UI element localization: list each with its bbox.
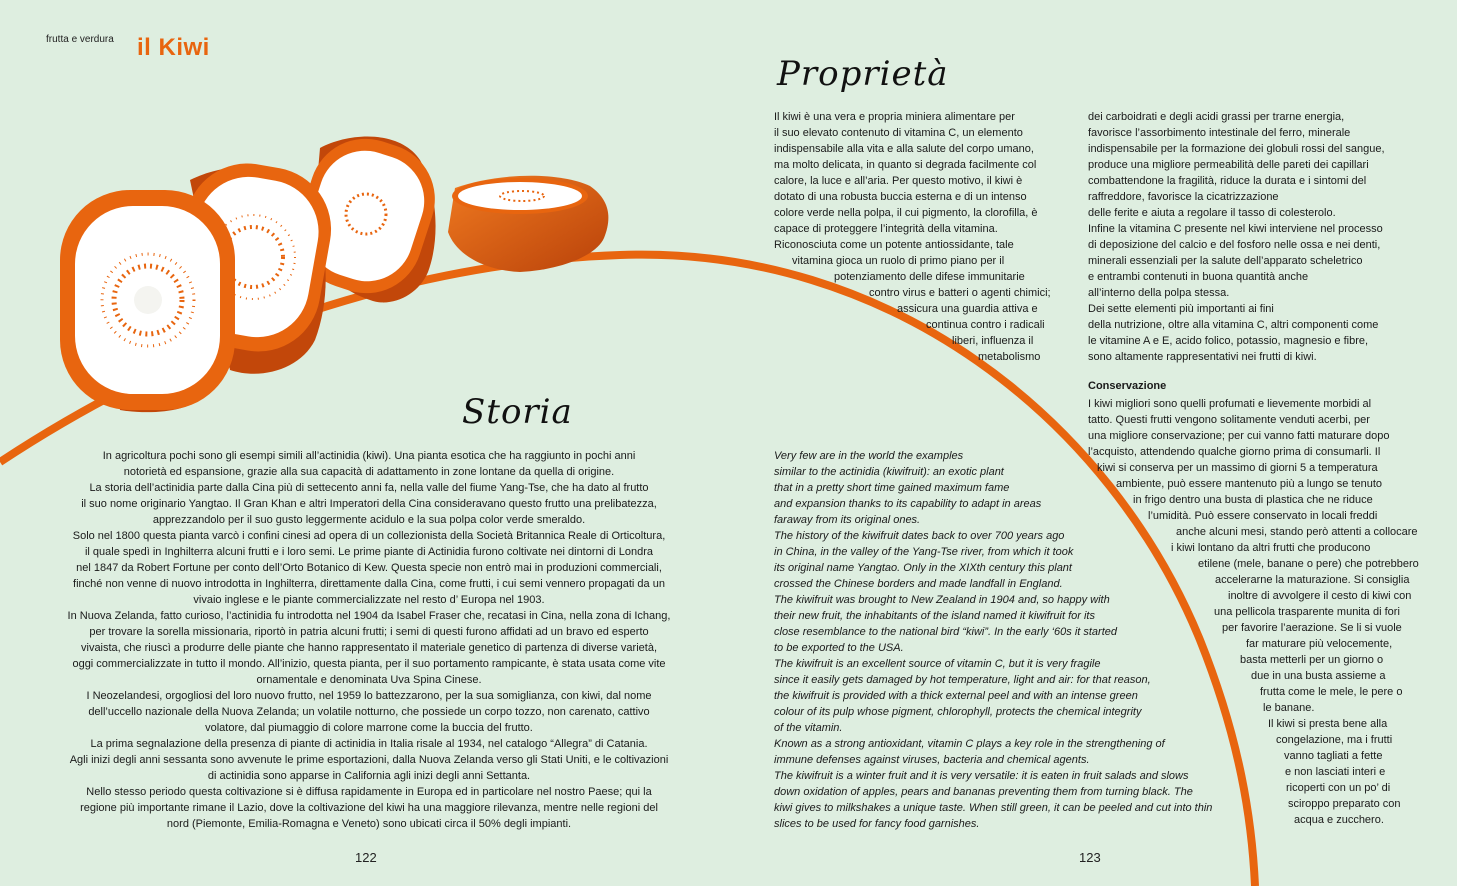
text-line: notorietà ed espansione, grazie alla sua capacità di adattamento in zone lontane da quella di origine. (123, 466, 615, 478)
page-title: il Kiwi (137, 34, 210, 61)
text-line: crossed the Chinese borders and made landfall in England. (774, 578, 1063, 590)
text-line: dei carboidrati e degli acidi grassi per trarne energia, (1088, 111, 1345, 123)
text-line: and expansion thanks to its capability to adapt in areas (774, 498, 1042, 510)
text-line: volatore, dal piumaggio di colore marrone come la buccia del frutto. (205, 722, 533, 734)
text-line: produce una migliore permeabilità delle pareti dei capillari (1088, 159, 1369, 171)
text-line: una pellicola trasparente munita di fori (1214, 606, 1400, 618)
text-line: basta metterli per un giorno o (1240, 654, 1384, 666)
text-line: Solo nel 1800 questa pianta varcò i confini cinesi ad opera di un collezionista della Società Britannica Reale di Orticoltura, (72, 530, 666, 542)
text-line: due in una busta assieme a (1251, 670, 1386, 682)
text-line: slices to be used for fancy food garnishes. (774, 818, 980, 830)
text-line: ambiente, può essere mantenuto più a lungo se tenuto (1116, 478, 1383, 490)
text-line: le banane. (1263, 702, 1315, 714)
text-line: The kiwifruit is an excellent source of vitamin C, but it is very fragile (774, 658, 1101, 670)
text-line: l’acquisto, attendendo qualche giorno prima di consumarli. Il (1088, 446, 1381, 458)
text-line: vivaista, che riuscì a produrre delle piante che hanno rappresentato il materiale genetico di partenza di diverse varietà, (81, 642, 657, 654)
text-line: kiwi gives to milkshakes a unique taste. When still green, it can be peeled and cut into thin (774, 802, 1213, 814)
text-line: In Nuova Zelanda, fatto curioso, l’actinidia fu introdotta nel 1904 da Isabel Fraser che, recatasi in Cina, nella zona di Ichang, (67, 610, 671, 622)
text-line: nel 1847 da Robert Fortune per conto dell’Orto Botanico di Kew. Questa specie non entrò mai in produzioni commerciali, (76, 562, 662, 574)
text-line: minerali essenziali per la salute dell’apparato scheletrico (1088, 255, 1363, 267)
text-line: faraway from its original ones. (774, 514, 921, 526)
text-line: The kiwifruit was brought to New Zealand in 1904 and, so happy with (774, 594, 1110, 606)
text-line: frutta come le mele, le pere o (1260, 686, 1403, 698)
page-number-left: 122 (355, 850, 377, 865)
text-line: vivaio inglese e le piante commercializzate nel resto d’ Europa nel 1903. (193, 594, 545, 606)
text-line: Very few are in the world the examples (774, 450, 964, 462)
text-line: down oxidation of apples, pears and bananas preventing them from turning black. The (774, 786, 1193, 798)
text-line: indispensabile per la formazione dei globuli rossi del sangue, (1088, 143, 1385, 155)
text-line: potenziamento delle difese immunitarie (834, 271, 1025, 283)
text-line: In agricoltura pochi sono gli esempi simili all’actinidia (kiwi). Una pianta esotica che ha raggiunto in pochi anni (102, 450, 636, 462)
text-line: le vitamine A e E, acido folico, potassio, magnesio e fibre, (1088, 335, 1369, 347)
text-line: Riconosciuta come un potente antiossidante, tale (774, 239, 1014, 251)
text-line: similar to the actinidia (kiwifruit): an exotic plant (774, 466, 1004, 478)
storia-title: Storia (462, 392, 573, 432)
text-line: Dei sette elementi più importanti ai fini (1088, 303, 1274, 315)
proprieta-title: Proprietà (777, 54, 949, 94)
text-line: nord (Piemonte, Emilia-Romagna e Veneto) sono ubicati circa il 50% degli impianti. (166, 818, 572, 830)
kiwi-slice-1 (60, 190, 235, 412)
text-line: its original name Yangtao. Only in the XIXth century this plant (774, 562, 1072, 574)
text-line: i kiwi lontano da altri frutti che producono (1171, 542, 1371, 554)
text-line: colore verde nella polpa, il cui pigmento, la clorofilla, è (774, 207, 1038, 219)
text-line: sono altamente rappresentativi nei frutti di kiwi. (1088, 351, 1317, 363)
text-line: their new fruit, the inhabitants of the island named it kiwifruit for its (774, 610, 1095, 622)
text-line: Infine la vitamina C presente nel kiwi interviene nel processo (1088, 223, 1383, 235)
english-column (774, 448, 1214, 832)
text-line: that in a pretty short time gained maximum fame (774, 482, 1010, 494)
text-line: delle ferite e aiuta a regolare il tasso di colesterolo. (1088, 207, 1336, 219)
text-line: Nello stesso periodo questa coltivazione si è diffusa rapidamente in Europa ed in particolare nel nostro Paese; qui la (86, 786, 652, 798)
text-line: e entrambi contenuti in buona quantità anche (1088, 271, 1309, 283)
text-line: vanno tagliati a fette (1284, 750, 1383, 762)
text-line: La storia dell’actinidia parte dalla Cina più di settecento anni fa, nella valle del fiume Yang-Tse, che ha dato al frutto (89, 482, 649, 494)
text-line: combattendone la fragilità, riduce la durata e i sintomi del (1088, 175, 1367, 187)
text-line: il suo elevato contenuto di vitamina C, un elemento (774, 127, 1023, 139)
text-line: dotato di una robusta buccia esterna e di un intenso (774, 191, 1027, 203)
text-line: capace di proteggere l’integrità della vitamina. (774, 223, 998, 235)
text-line: of the vitamin. (774, 722, 843, 734)
text-line: Agli inizi degli anni sessanta sono avvenute le prime esportazioni, dalla Nuova Zelanda verso gli Stati Uniti, e le coltivazioni (69, 754, 669, 766)
text-line: in frigo dentro una busta di plastica che ne riduce (1133, 494, 1373, 506)
text-line: assicura una guardia attiva e (897, 303, 1038, 315)
text-line: calore, la luce e all’aria. Per questo motivo, il kiwi è (774, 175, 1023, 187)
text-line: liberi, influenza il (952, 335, 1034, 347)
text-line: dell’uccello nazionale della Nuova Zelanda; un volatile notturno, che possiede un corpo tozzo, non carenato, cattivo (88, 706, 650, 718)
text-line: Il kiwi è una vera e propria miniera alimentare per (774, 111, 1015, 123)
text-line: vitamina gioca un ruolo di primo piano per il (792, 255, 1005, 267)
text-line: contro virus e batteri o agenti chimici; (869, 287, 1051, 299)
text-line: kiwi si conserva per un massimo di giorni 5 a temperatura (1097, 462, 1378, 474)
text-line: inoltre di avvolgere il cesto di kiwi con (1228, 590, 1412, 602)
text-line: metabolismo (978, 351, 1041, 363)
text-line: I Neozelandesi, orgogliosi del loro nuovo frutto, nel 1959 lo battezzarono, per la sua somiglianza, con kiwi, dal nome (86, 690, 652, 702)
text-line: oggi commercializzate in tutto il mondo. All’inizio, questa pianta, per il suo portamento rampicante, è stata usata come vite (72, 658, 666, 670)
text-line: I kiwi migliori sono quelli profumati e lievemente morbidi al (1088, 398, 1372, 410)
text-line: the kiwifruit is provided with a thick external peel and with an intense green (774, 690, 1138, 702)
text-line: l’umidità. Può essere conservato in locali freddi (1148, 510, 1378, 522)
page-number-right: 123 (1079, 850, 1101, 865)
text-line: immune defenses against viruses, bacteria and chemical agents. (774, 754, 1090, 766)
conservazione-heading: Conservazione (1088, 380, 1167, 392)
text-line: il quale spedì in Inghilterra alcuni frutti e i loro semi. Le prime piante di Actinidia furono coltivate nei dintorni di Londra (84, 546, 654, 558)
text-line: apprezzandolo per il suo gusto leggermente acidulo e la sua polpa color verde smeraldo. (152, 514, 586, 526)
text-line: della nutrizione, oltre alla vitamina C, altri componenti come (1088, 319, 1379, 331)
text-line: sciroppo preparato con (1288, 798, 1401, 810)
text-line: di actinidia sono apparse in California agli inizi degli anni Settanta. (207, 770, 531, 782)
text-line: all’interno della polpa stessa. (1088, 287, 1230, 299)
text-line: La prima segnalazione della presenza di piante di actinidia in Italia risale al 1934, nel catalogo “Allegra” di Catania. (90, 738, 648, 750)
text-line: Il kiwi si presta bene alla (1268, 718, 1388, 730)
proprieta-right-column (1088, 109, 1418, 365)
text-line: ornamentale e denominata Uva Spina Cinese. (256, 674, 482, 686)
text-line: colour of its pulp whose pigment, chlorophyll, protects the chemical integrity (774, 706, 1142, 718)
text-line: tatto. Questi frutti vengono solitamente venduti acerbi, per (1088, 414, 1370, 426)
text-line: close resemblance to the national bird “kiwi”. In the early ‘60s it started (774, 626, 1117, 638)
text-line: ricoperti con un po’ di (1286, 782, 1391, 794)
text-line: favorisce l’assorbimento intestinale del ferro, minerale (1088, 127, 1351, 139)
text-line: to be exported to the USA. (774, 642, 904, 654)
text-line: in China, in the valley of the Yang-Tse river, from which it took (774, 546, 1074, 558)
proprieta-left-column (774, 109, 1064, 365)
text-line: The history of the kiwifruit dates back to over 700 years ago (774, 530, 1065, 542)
text-line: e non lasciati interi e (1285, 766, 1386, 778)
text-line: indispensabile alla vita e alla salute del corpo umano, (774, 143, 1034, 155)
text-line: il suo nome originario Yangtao. Il Gran Khan e altri Imperatori della Cina consideravano questo frutto una prelibatezza, (81, 498, 657, 510)
text-line: continua contro i radicali (926, 319, 1045, 331)
text-line: per favorire l’aerazione. Se li si vuole (1222, 622, 1402, 634)
text-line: una migliore conservazione; per cui vanno fatti maturare dopo (1088, 430, 1390, 442)
text-line: anche alcuni mesi, stando però attenti a collocare (1176, 526, 1418, 538)
text-line: ma molto delicata, in quanto si degrada facilmente col (774, 159, 1037, 171)
text-line: accelerarne la maturazione. Si consiglia (1215, 574, 1410, 586)
text-line: congelazione, ma i frutti (1276, 734, 1393, 746)
text-line: since it easily gets damaged by hot temperature, light and air: for that reason, (774, 674, 1151, 686)
text-line: far maturare più velocemente, (1246, 638, 1393, 650)
text-line: regione più importante rimane il Lazio, dove la coltivazione del kiwi ha una maggiore rilevanza, mentre nelle regioni del (80, 802, 658, 814)
section-label: frutta e verdura (46, 34, 114, 45)
text-line: finché non venne di nuovo introdotta in Inghilterra, direttamente dalla Cina, come frutti, i cui semi vennero propagati da un (73, 578, 665, 590)
text-line: raffreddore, favorisce la cicatrizzazione (1088, 191, 1279, 203)
text-line: Known as a strong antioxidant, vitamin C plays a key role in the strengthening of (774, 738, 1165, 750)
text-line: per trovare la sorella missionaria, riportò in patria alcuni frutti; i semi di questi furono affidati ad un bravo ed esperto (89, 626, 649, 638)
text-line: acqua e zucchero. (1294, 814, 1384, 826)
text-line: The kiwifruit is a winter fruit and it is very versatile: it is eaten in fruit salads and slows (774, 770, 1189, 782)
text-line: etilene (mele, banane o pere) che potrebbero (1198, 558, 1419, 570)
text-line: di deposizione del calcio e del fosforo nelle ossa e nei denti, (1088, 239, 1381, 251)
storia-column (44, 448, 694, 832)
